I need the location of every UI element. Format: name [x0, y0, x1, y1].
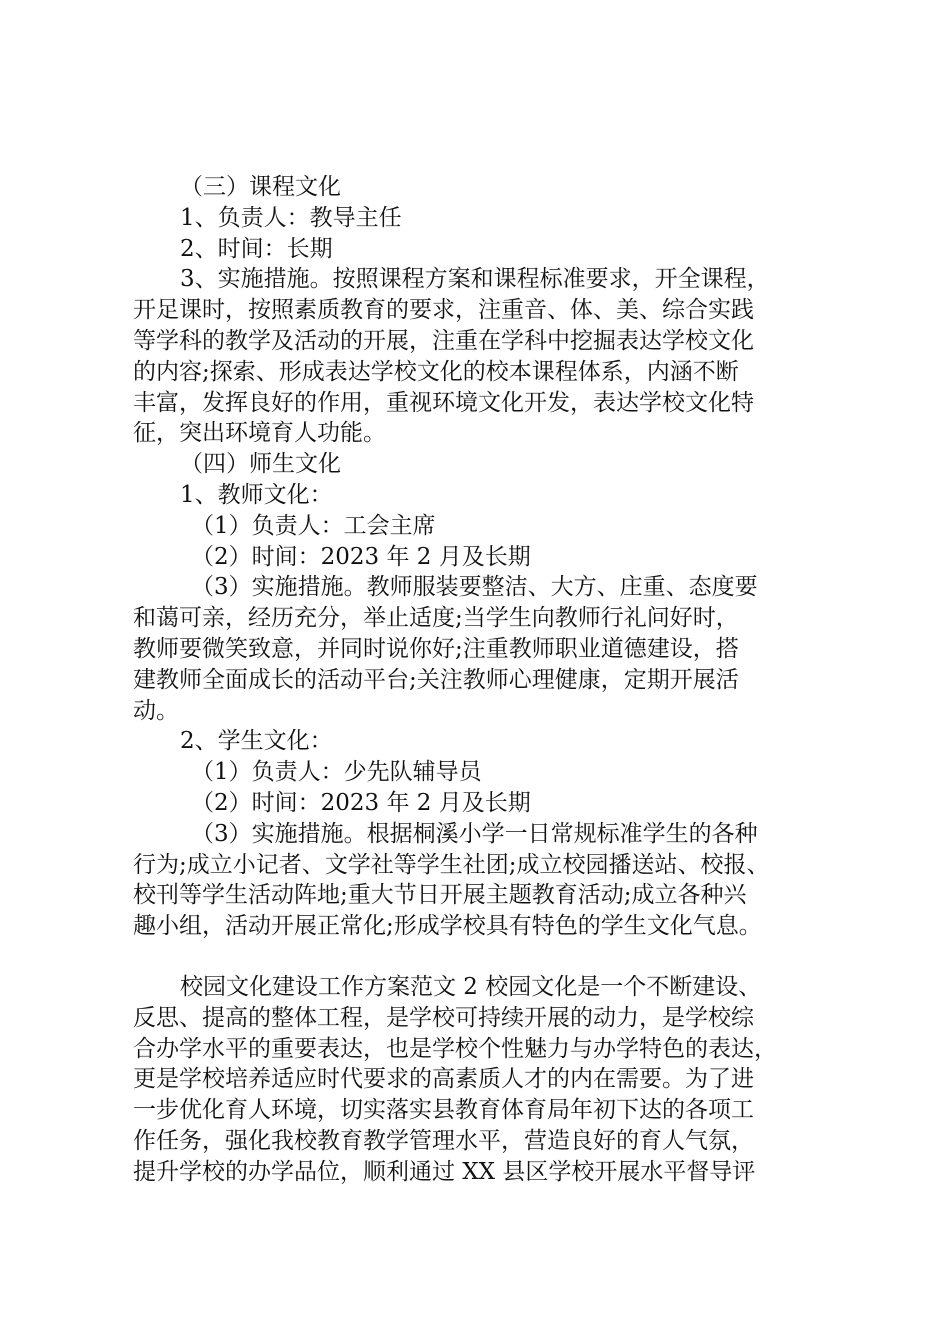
text-line: 建教师全面成长的活动平台;关注教师心理健康，定期开展活: [133, 666, 739, 693]
text-line: 反思、提高的整体工程，是学校可持续开展的动力，是学校综: [133, 1004, 754, 1031]
text-line: （2）时间：2023 年 2 月及长期: [191, 789, 531, 816]
document-body: [133, 172, 833, 1188]
text-line: 的内容;探索、形成表达学校文化的校本课程体系，内涵不断: [133, 358, 739, 385]
section-heading-curriculum-culture: （三）课程文化: [180, 174, 341, 200]
text-line: 作任务，强化我校教育教学管理水平，营造良好的育人气氛，: [133, 1127, 754, 1154]
text-line: （2）时间：2023 年 2 月及长期: [191, 543, 531, 570]
text-line: 趣小组，活动开展正常化;形成学校具有特色的学生文化气息。: [133, 913, 762, 940]
text-line: 3、实施措施。按照课程方案和课程标准要求，开全课程，: [180, 266, 770, 293]
text-line: 校刊等学生活动阵地;重大节日开展主题教育活动;成立各种兴: [133, 882, 747, 909]
subheading-student-culture: 2、学生文化：: [180, 728, 333, 755]
text-line: （3）实施措施。根据桐溪小学一日常规标准学生的各种: [191, 820, 758, 847]
text-line: 教师要微笑致意，并同时说你好;注重教师职业道德建设，搭: [133, 635, 739, 662]
section-heading-teacher-student-culture: （四）师生文化: [180, 451, 341, 478]
text-line: （1）负责人：工会主席: [191, 512, 436, 539]
text-line: （1）负责人：少先队辅导员: [191, 759, 482, 786]
text-line: 丰富，发挥良好的作用，重视环境文化开发，表达学校文化特: [133, 389, 754, 416]
text-line: 提升学校的办学品位，顺利通过 XX 县区学校开展水平督导评: [133, 1158, 756, 1185]
paragraph-gap: [133, 942, 833, 972]
text-line: 2、时间：长期: [180, 235, 333, 262]
text-line: 开足课时，按照素质教育的要求，注重音、体、美、综合实践: [133, 297, 754, 324]
text-line: 校园文化建设工作方案范文 2 校园文化是一个不断建设、: [180, 973, 762, 1000]
text-line: 动。: [133, 697, 179, 724]
text-line: 一步优化育人环境，切实落实县教育体育局年初下达的各项工: [133, 1097, 754, 1124]
text-line: （3）实施措施。教师服装要整洁、大方、庄重、态度要: [191, 574, 758, 601]
text-line: 征，突出环境育人功能。: [133, 420, 386, 447]
text-line: 合办学水平的重要表达，也是学校个性魅力与办学特色的表达，: [133, 1035, 777, 1062]
text-line: 等学科的教学及活动的开展，注重在学科中挖掘表达学校文化: [133, 327, 754, 354]
text-line: 更是学校培养适应时代要求的高素质人才的内在需要。为了进: [133, 1066, 754, 1093]
text-line: 和蔼可亲，经历充分，举止适度;当学生向教师行礼问好时，: [133, 605, 739, 632]
text-line: 行为;成立小记者、文学社等学生社团;成立校园播送站、校报、: [133, 851, 770, 878]
subheading-teacher-culture: 1、教师文化：: [180, 481, 333, 508]
text-line: 1、负责人：教导主任: [180, 204, 402, 231]
